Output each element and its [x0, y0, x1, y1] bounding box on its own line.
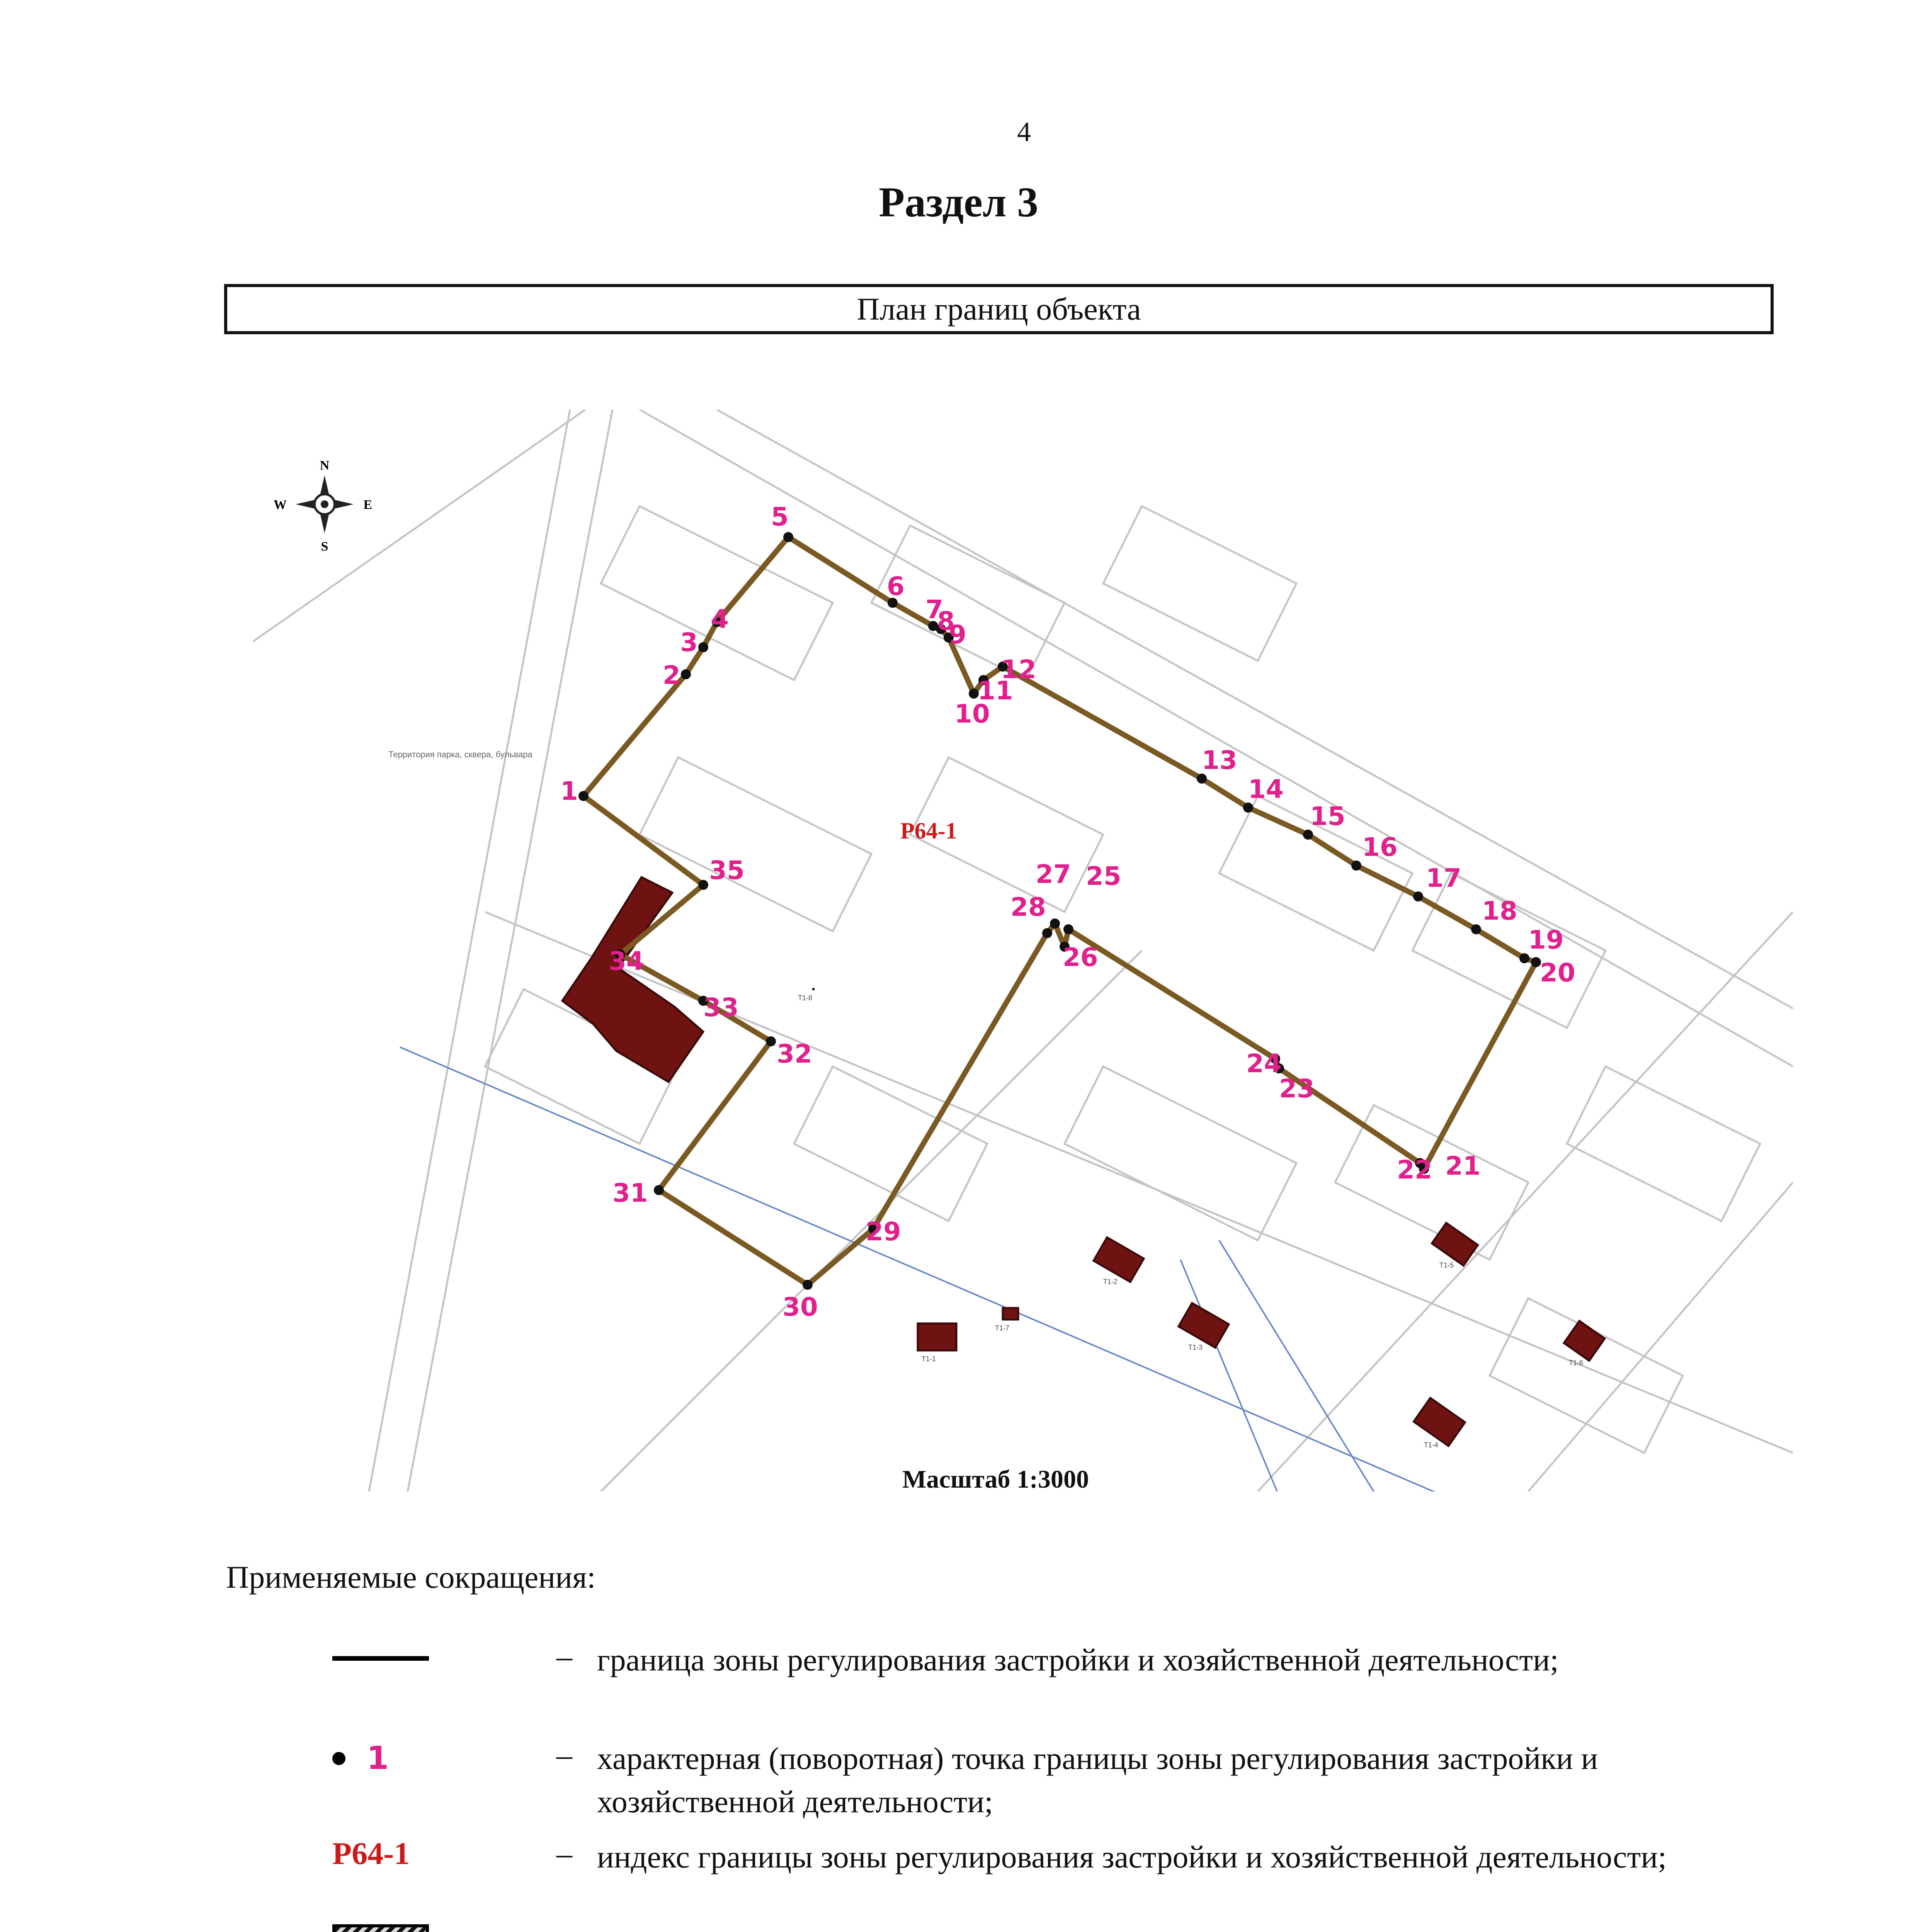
boundary-point — [578, 791, 589, 801]
legend-text-boundary: граница зоны регулирования застройки и хозяйственной деятельности; — [597, 1642, 1559, 1677]
boundary-point-label: 4 — [711, 604, 729, 634]
boundary-point-label: 23 — [1279, 1074, 1315, 1104]
boundary-point — [1351, 861, 1361, 871]
territory-label: Территория парка, сквера, бульвара — [388, 750, 532, 759]
boundary-point-label: 19 — [1528, 925, 1564, 955]
boundary-point-label: 27 — [1036, 859, 1071, 889]
legend-dash: – — [556, 1639, 572, 1674]
boundary-point-label: 16 — [1362, 832, 1398, 862]
heritage-object — [1564, 1321, 1605, 1361]
boundary-point-label: 13 — [1202, 745, 1237, 775]
compass-n: N — [320, 458, 330, 473]
boundary-point-label: 26 — [1063, 942, 1098, 972]
utility-lines — [400, 1047, 1793, 1492]
map-canvas — [253, 410, 1793, 1492]
heritage-object — [1179, 1303, 1229, 1348]
heritage-object — [1414, 1398, 1465, 1446]
abbreviations-heading: Применяемые сокращения: — [226, 1560, 596, 1595]
section-title: Раздел 3 — [878, 179, 1039, 226]
boundary-point-label: 24 — [1246, 1049, 1282, 1078]
boundary-point-label: 5 — [771, 502, 789, 532]
boundary-point-label: 17 — [1426, 863, 1461, 893]
boundary-point-label: 32 — [777, 1039, 812, 1069]
boundary-point — [1063, 924, 1073, 934]
boundary-point-label: 6 — [887, 571, 905, 601]
boundary-point-label: 35 — [709, 855, 745, 885]
point-dot-sample — [332, 1752, 345, 1765]
compass-hub — [321, 500, 328, 508]
boundary-point-label: 2 — [663, 660, 680, 690]
legend-dash: – — [556, 1836, 572, 1871]
boundary-map — [253, 410, 1793, 1492]
boundary-point-label: 1 — [560, 776, 578, 806]
legend-dash: – — [556, 1737, 572, 1772]
legend-hatch-symbol — [332, 1924, 429, 1932]
boundary-point-label: 11 — [978, 676, 1013, 706]
boundary-point-label: 34 — [609, 946, 644, 976]
compass-rose — [274, 458, 372, 554]
heritage-main-building — [562, 877, 703, 1082]
boundary-point-label: 15 — [1310, 801, 1345, 831]
boundary-point-label: 31 — [612, 1178, 648, 1208]
boundary-point — [1471, 924, 1481, 934]
map-blue-lines — [400, 1047, 1793, 1492]
boundary-point — [1050, 918, 1060, 929]
legend-index-symbol: Р64-1 — [332, 1836, 410, 1871]
compass-w: W — [274, 498, 287, 512]
heritage-object — [1094, 1237, 1144, 1282]
heritage-object — [1003, 1308, 1018, 1320]
object-label: Т1-3 — [1188, 1344, 1203, 1351]
boundary-point-label: 18 — [1482, 896, 1517, 926]
boundary-point — [698, 642, 708, 652]
boundary-point-label: 33 — [703, 993, 739, 1022]
point-number-sample: 1 — [367, 1740, 389, 1777]
object-label: Т1-2 — [1103, 1278, 1118, 1286]
boundary-point-label: 22 — [1397, 1155, 1432, 1185]
legend-line-symbol — [332, 1656, 429, 1661]
plan-title-box — [224, 284, 1774, 334]
heritage-object — [918, 1323, 956, 1350]
boundary-point — [803, 1280, 813, 1290]
boundary-point — [681, 669, 691, 679]
boundary-line-sample — [332, 1656, 429, 1661]
boundary-point — [783, 532, 793, 542]
boundary-point-label: 20 — [1540, 958, 1575, 988]
boundary-point-label: 12 — [1001, 655, 1036, 684]
heritage-hatch-sample — [332, 1924, 429, 1932]
heritage-object — [1432, 1223, 1478, 1266]
legend-text-index: индекс границы зоны регулирования застройки и хозяйственной деятельности; — [597, 1839, 1667, 1874]
boundary-point — [766, 1036, 776, 1046]
boundary-point — [1042, 928, 1052, 938]
boundary-point-labels — [560, 502, 1575, 1322]
boundary-point-label: 28 — [1010, 892, 1046, 922]
scale-label: Масштаб 1:3000 — [902, 1465, 1089, 1492]
boundary-point-label: 7 — [925, 595, 943, 624]
boundary-point-label: 14 — [1248, 774, 1284, 804]
object-label: Т1-7 — [995, 1324, 1010, 1332]
boundary-point — [698, 880, 708, 890]
compass-e: E — [363, 498, 373, 512]
object-label: Т1-5 — [1439, 1261, 1454, 1269]
boundary-point — [1413, 891, 1423, 901]
boundary-point-label: 21 — [1445, 1151, 1481, 1181]
object-label: Т1-8 — [798, 994, 813, 1002]
compass-s: S — [321, 539, 328, 554]
object-label: Т1-4 — [1424, 1441, 1439, 1449]
boundary-point-label: 25 — [1086, 861, 1121, 891]
heritage-object — [813, 989, 814, 990]
boundary-point — [654, 1185, 664, 1195]
legend-point-symbol — [332, 1740, 389, 1777]
boundary-point-label: 9 — [949, 620, 966, 650]
boundary-point-label: 29 — [866, 1217, 901, 1247]
object-label: Т1-6 — [1569, 1359, 1584, 1367]
legend-text-point: характерная (поворотная) точка границы зоны регулирования застройки и хозяйственной деятельности; — [597, 1741, 1598, 1819]
boundary-point-label: 10 — [954, 699, 990, 729]
page-number: 4 — [1017, 116, 1031, 147]
plan-title: План границ объекта — [857, 291, 1141, 327]
zone-index-label: Р64-1 — [900, 818, 957, 844]
boundary-point-label: 3 — [680, 628, 698, 657]
object-label: Т1-1 — [922, 1355, 936, 1363]
boundary-point-label: 8 — [937, 606, 955, 636]
boundary-point-label: 30 — [782, 1292, 818, 1322]
